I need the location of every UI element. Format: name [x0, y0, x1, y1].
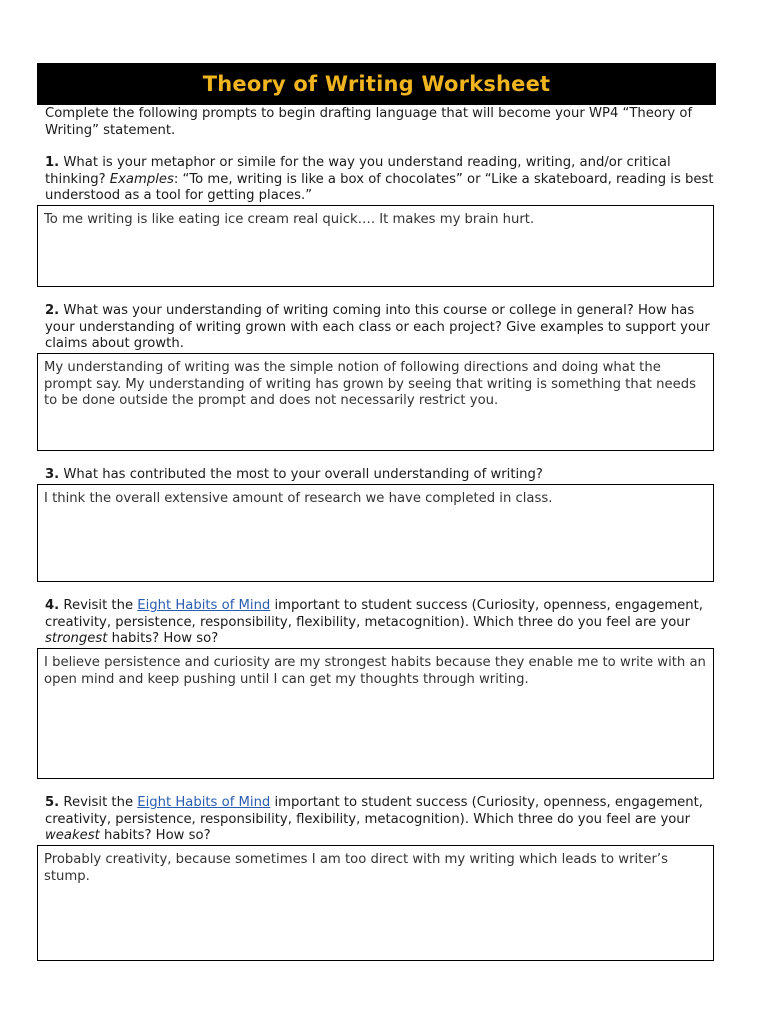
question-1-prompt: 1. What is your metaphor or simile for the way you understand reading, writing, and/or critical thinking? Examples: “To me, writing is like a box of chocolates” or “Like a skateboard, reading is best understood as a tool for getting places.” — [45, 155, 714, 203]
question-2-answer-box[interactable] — [37, 353, 714, 451]
worksheet-title-bar — [37, 63, 716, 105]
eight-habits-of-mind-link[interactable]: Eight Habits of Mind — [137, 795, 271, 810]
question-5-prompt: 5. Revisit the Eight Habits of Mind important to student success (Curiosity, openness, engagement, creativity, persistence, responsibility, flexibility, metacognition). Which three do you feel are your weakest habits? How so? — [45, 795, 703, 843]
question-3-answer-box[interactable] — [37, 484, 714, 582]
question-3-answer-text: I think the overall extensive amount of research we have completed in class. — [44, 491, 553, 506]
question-2-answer-text: My understanding of writing was the simple notion of following directions and doing what the prompt say. My understanding of writing has grown by seeing that writing is something that needs to be done outside the prompt and does not necessarily restrict you. — [44, 360, 696, 408]
question-2-number: 2. — [45, 303, 60, 318]
worksheet-title: Theory of Writing Worksheet — [202, 72, 551, 96]
question-3-number: 3. — [45, 467, 60, 482]
question-4-answer-box[interactable] — [37, 648, 714, 779]
question-4-prompt: 4. Revisit the Eight Habits of Mind important to student success (Curiosity, openness, engagement, creativity, persistence, responsibility, flexibility, metacognition). Which three do you feel are your strongest habits? How so? — [45, 598, 703, 646]
question-4-answer-text: I believe persistence and curiosity are my strongest habits because they enable me to write with an open mind and keep pushing until I can get my thoughts through writing. — [44, 655, 706, 687]
question-4-number: 4. — [45, 598, 60, 613]
eight-habits-of-mind-link[interactable]: Eight Habits of Mind — [137, 598, 271, 613]
question-3-prompt: 3. What has contributed the most to your overall understanding of writing? — [45, 467, 543, 482]
question-5-answer-box[interactable] — [37, 845, 714, 961]
question-5-answer-text: Probably creativity, because sometimes I am too direct with my writing which leads to writer’s stump. — [44, 852, 668, 884]
question-5-number: 5. — [45, 795, 60, 810]
question-2-prompt: 2. What was your understanding of writing coming into this course or college in general? How has your understanding of writing grown with each class or each project? Give examples to support your claims about growth. — [45, 303, 710, 351]
question-1-answer-box[interactable] — [37, 205, 714, 287]
question-1-answer-text: To me writing is like eating ice cream real quick…. It makes my brain hurt. — [44, 212, 535, 227]
question-1-number: 1. — [45, 155, 60, 170]
intro-instructions: Complete the following prompts to begin drafting language that will become your WP4 “Theory of Writing” statement. — [45, 106, 693, 138]
